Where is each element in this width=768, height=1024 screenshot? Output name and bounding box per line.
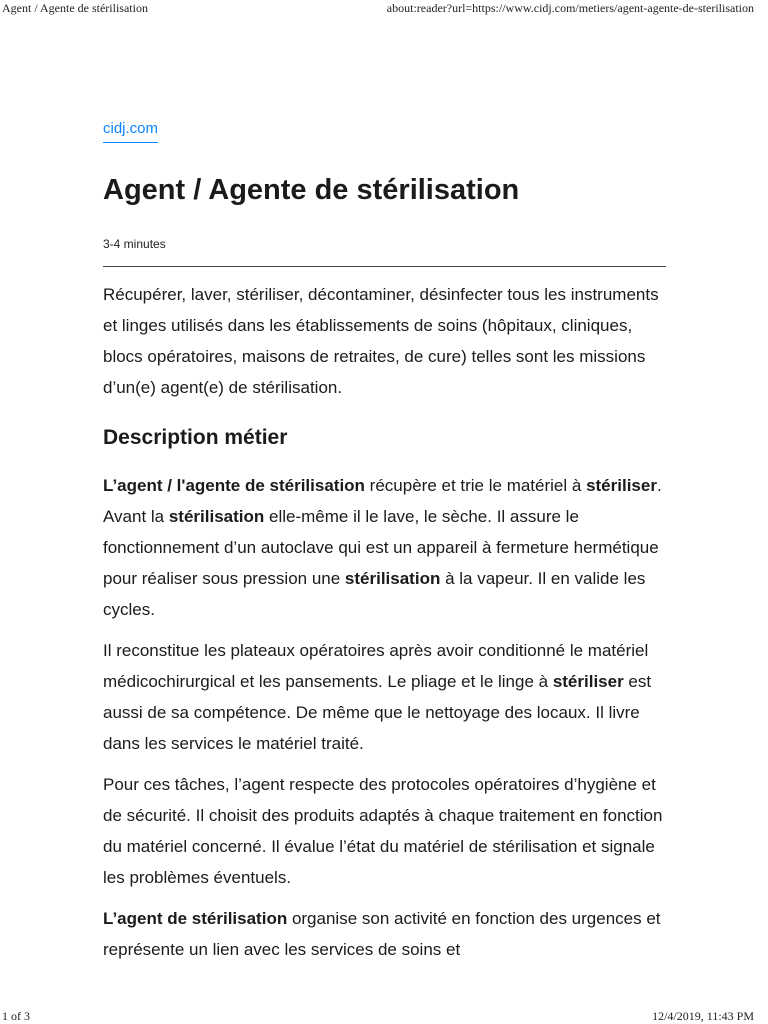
bold-term: stériliser (586, 476, 657, 495)
article-content (103, 279, 666, 975)
paragraph-4 (103, 903, 666, 965)
paragraph-text: organise son activité en fonction des urgences et représente un lien avec les services de soins et (103, 909, 661, 959)
print-header-url: about:reader?url=https://www.cidj.com/metiers/agent-agente-de-sterilisation (386, 1, 754, 15)
paragraph-2 (103, 635, 666, 759)
article-title: Agent / Agente de stérilisation (103, 174, 520, 206)
section-heading: Description métier (103, 426, 288, 449)
paragraph-text: est aussi de sa compétence. De même que le nettoyage des locaux. Il livre dans les services le matériel traité. (103, 672, 652, 753)
print-header-title: Agent / Agente de stérilisation (2, 1, 148, 15)
intro-paragraph: Récupérer, laver, stériliser, décontaminer, désinfecter tous les instruments et linges utilisés dans les établissements de soins (hôpitaux, cliniques, blocs opératoires, maisons de retraites, de cure) telles sont les missions d’un(e) agent(e) de stérilisation. (103, 285, 659, 397)
source-domain-link[interactable]: cidj.com (103, 119, 158, 143)
paragraph-text: à la vapeur. Il en valide les cycles. (103, 569, 646, 619)
paragraph-3: Pour ces tâches, l’agent respecte des protocoles opératoires d’hygiène et de sécurité. Il choisit des produits adaptés à chaque traitement en fonction du matériel concerné. Il évalue l’état du matériel de stérilisation et signale les problèmes éventuels. (103, 775, 663, 887)
paragraph-text: . Avant la (103, 476, 662, 526)
paragraph-1 (103, 470, 666, 625)
header-divider (103, 266, 666, 267)
print-footer (0, 1008, 768, 1024)
paragraph-text: elle-même il le lave, le sèche. Il assure le fonctionnement d’un autoclave qui est un appareil à fermeture hermétique pour réaliser sous pression une (103, 507, 659, 588)
paragraph-text: récupère et trie le matériel à (364, 476, 587, 495)
bold-term: L’agent / l'agente de stérilisation (103, 476, 365, 495)
print-header (0, 0, 768, 16)
print-datetime: 12/4/2019, 11:43 PM (652, 1009, 754, 1023)
bold-term: L’agent de stérilisation (103, 909, 288, 928)
paragraph-text: Il reconstitue les plateaux opératoires après avoir conditionné le matériel médicochirurgical et les pansements. Le pliage et le linge à (103, 641, 649, 691)
bold-term: stérilisation (344, 569, 441, 588)
bold-term: stériliser (552, 672, 624, 691)
page-number: 1 of 3 (2, 1009, 30, 1023)
bold-term: stérilisation (168, 507, 265, 526)
reading-time: 3-4 minutes (103, 237, 166, 251)
